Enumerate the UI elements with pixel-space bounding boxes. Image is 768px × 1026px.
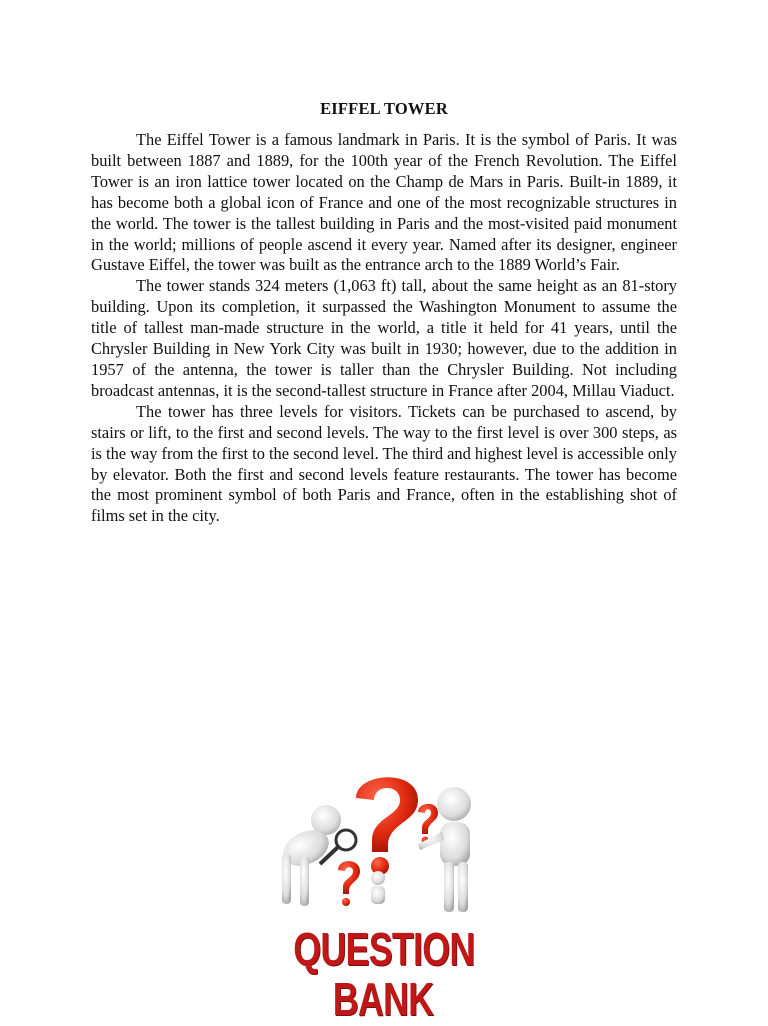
question-mark-icon xyxy=(338,861,360,906)
paragraph-3: The tower has three levels for visitors. Tickets can be purchased to ascend, by stairs or lift, to the first and second levels. The way to the first level is over 300 steps, as is the way from the first to the second level. The third and highest level is accessible only by elevator. Both the first and second levels feature restaurants. The tower has become the most prominent symbol of both Paris and France, often in the establishing shot of films set in the city. xyxy=(91,401,677,526)
paragraph-1: The Eiffel Tower is a famous landmark in Paris. It is the symbol of Paris. It was built between 1887 and 1889, for the 100th year of the French Revolution. The Eiffel Tower is an iron lattice tower located on the Champ de Mars in Paris. Built-in 1889, it has become both a global icon of France and one of the most recognizable structures in the world. The tower is the tallest building in Paris and the most-visited paid monument in the world; millions of people ascend it every year. Named after its designer, engineer Gustave Eiffel, the tower was built as the entrance arch to the 1889 World’s Fair. xyxy=(91,130,677,275)
question-bank-illustration xyxy=(268,760,498,1024)
document-body xyxy=(91,130,677,527)
large-question-mark-icon xyxy=(356,777,418,875)
document-title: EIFFEL TOWER xyxy=(320,99,448,118)
small-figure-icon xyxy=(371,871,385,904)
bank-label: BANK xyxy=(332,973,434,1025)
question-label: QUESTION xyxy=(293,923,475,975)
paragraph-2: The tower stands 324 meters (1,063 ft) tall, about the same height as an 81-story building. Upon its completion, it surpassed the Washington Monument to assume the title of tallest man-made structure in the world, a title it held for 41 years, until the Chrysler Building in New York City was built in 1930; however, due to the addition in 1957 of the antenna, the tower is taller than the Chrysler Building. Not including broadcast antennas, it is the second-tallest structure in France after 2004, Millau Viaduct. xyxy=(91,276,677,400)
figures-with-question-marks-image xyxy=(268,760,498,920)
